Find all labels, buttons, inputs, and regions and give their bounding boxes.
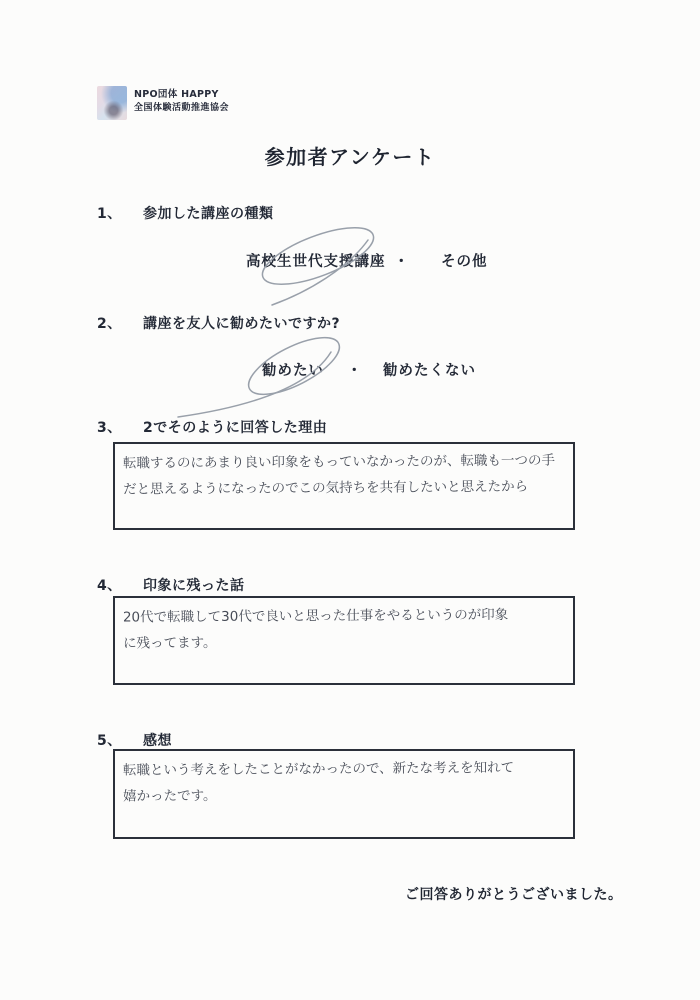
question-2-number: 2、	[97, 316, 122, 332]
org-header	[97, 86, 229, 120]
org-name	[134, 86, 229, 115]
question-5-label: 感想	[143, 733, 172, 749]
question-5-header	[97, 730, 172, 750]
question-4-header	[97, 575, 245, 595]
q4-answer-box	[113, 596, 575, 685]
q5-answer-line-1: 転職という考えをしたことがなかったので、新たな考えを知れて	[122, 759, 515, 779]
q2-option-recommend: 勧めたい	[262, 363, 324, 379]
thank-you-note: ご回答ありがとうございました。	[405, 887, 623, 903]
q1-option-course: 高校生世代支援講座	[246, 254, 386, 270]
question-2-header	[97, 313, 340, 333]
q5-handwritten-answer	[115, 749, 573, 809]
question-1-header	[97, 203, 274, 223]
q4-answer-line-2: に残ってます。	[123, 634, 217, 652]
q2-option-not-recommend: 勧めたくない	[383, 363, 476, 379]
q3-handwritten-answer	[115, 442, 573, 502]
q3-answer-line-1: 転職するのにあまり良い印象をもっていなかったのが、転職も一つの手	[122, 452, 555, 472]
org-name-line1: NPO団体 HAPPY	[134, 89, 219, 100]
question-2-label: 講座を友人に勧めたいですか?	[143, 316, 341, 332]
q5-answer-box	[113, 749, 575, 839]
question-5-number: 5、	[97, 733, 122, 749]
q3-answer-line-2: だと思えるようになったのでこの気持ちを共有したいと思えたから	[123, 478, 529, 498]
page-title: 参加者アンケート	[264, 145, 436, 169]
org-logo	[97, 86, 127, 120]
question-4-label: 印象に残った話	[143, 578, 245, 594]
question-4-number: 4、	[97, 578, 122, 594]
q1-option-other: その他	[441, 254, 488, 270]
question-3-label: 2でそのように回答した理由	[143, 420, 328, 436]
q4-handwritten-answer	[115, 596, 573, 656]
q4-answer-line-1: 20代で転職して30代で良いと思った仕事をやるというのが印象	[122, 606, 509, 626]
q2-separator-dot: ・	[347, 363, 362, 379]
org-name-line2: 全国体験活動推進協会	[134, 103, 230, 113]
question-3-number: 3、	[97, 420, 122, 436]
q3-answer-box	[113, 442, 575, 530]
question-1-number: 1、	[97, 206, 122, 222]
question-3-header	[97, 417, 327, 437]
question-1-label: 参加した講座の種類	[143, 206, 274, 222]
q1-separator-dot: ・	[394, 254, 409, 270]
q5-answer-line-2: 嬉かったです。	[123, 787, 217, 805]
